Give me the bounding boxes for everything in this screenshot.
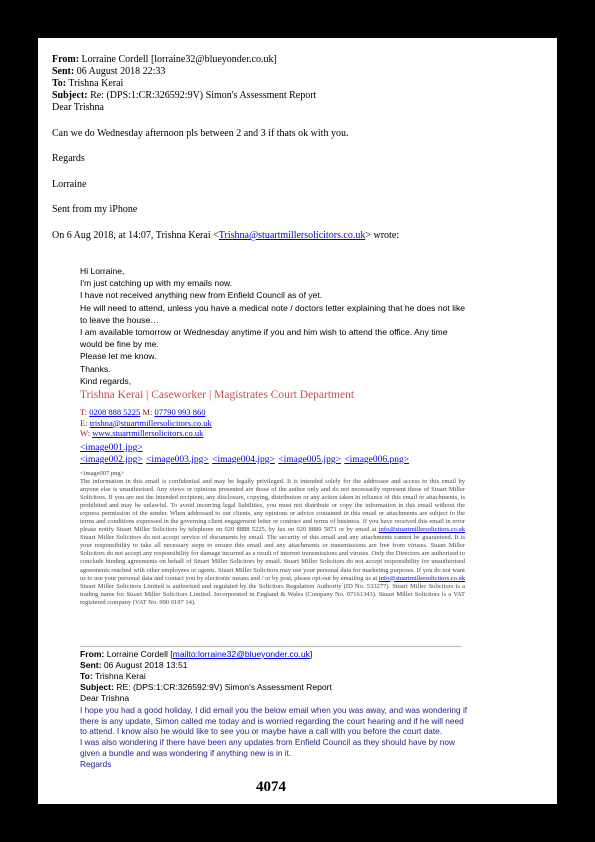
to-line-2	[80, 671, 332, 682]
subject-value-2: RE: (DPS:1:CR:326592:9V) Simon's Assessment Report	[116, 682, 332, 692]
email-line	[80, 418, 212, 429]
optout-email-link[interactable]: info@stuartmillersolicitors.co.uk	[378, 574, 465, 582]
signature-email-link[interactable]: trishna@stuartmillersolicitors.co.uk	[89, 417, 212, 428]
quoted-line: Kind regards,	[80, 375, 132, 386]
t-label: T:	[80, 407, 88, 417]
legal-text-b: Stuart Miller Solicitors do not accept service of documents by email. The security of this email and any attachments cannot be guaranteed. It is your responsibility to take all necessary steps to ensure this email and any attachments or transmissions are free from viruses. Stuart Miller Solicitors do not accept any responsibility for damage incurred as a result of internet transmissions and viruses. Only the Directors are authorised to conclude binding agreements on behalf of Stuart Miller Solicitors by email. Stuart Miller Solicitors do not accept responsibility for unauthorised agreements reached with other employees or agents. Stuart Miller Solicitors may use your personal data for marketing purposes. If you do not want us to use your personal data and contact you by electronic means and / or by post, please opt-out by emailing us at	[80, 534, 465, 582]
from-label-2: From:	[80, 649, 105, 659]
image007-placeholder: <image007.png>	[80, 470, 125, 477]
sent-value: 06 August 2018 22:33	[76, 66, 166, 77]
image006-attachment[interactable]: <image006.png>	[344, 455, 410, 465]
sent-line-2	[80, 660, 332, 671]
trishna-email-link[interactable]: Trishna@stuartmillersolicitors.co.uk	[218, 230, 366, 241]
legal-text-c: Stuart Miller Solicitors Limited is authorised and regulated by the Solicitors Regulation Authority (ID No. 533277). Stuart Miller Solicitors is a trading name for Stuart Miller Solicitors Limited. Incorporated in England & Wales (Company No. 07161343). Stuart Miller Solicitors is a VAT registered company (VAT No. 990 0197 14).	[80, 582, 465, 606]
body-line: to attend. I know also he would like to see you or maybe have a call with you before the court date.	[80, 726, 443, 737]
quoted-message	[80, 265, 465, 387]
quoted-line: Hi Lorraine,	[80, 266, 125, 276]
image003-attachment[interactable]: <image003.jpg>	[146, 455, 209, 465]
sent-label: Sent:	[52, 66, 75, 77]
to-line	[52, 78, 123, 90]
image002-attachment[interactable]: <image002.jpg>	[80, 455, 143, 465]
wrote-prefix: On 6 Aug 2018, at 14:07, Trishna Kerai <	[52, 230, 219, 241]
to-value: Trishna Kerai	[68, 78, 124, 89]
quoted-line: would be fine by me.	[80, 339, 159, 350]
regards-text: Regards	[52, 153, 85, 164]
subject-label-2: Subject:	[80, 682, 114, 692]
image-attachments-row	[80, 455, 409, 465]
image001-attachment[interactable]: <image001.jpg>	[80, 443, 143, 453]
subject-value: Re: (DPS:1:CR:326592:9V) Simon's Assessment Report	[90, 90, 317, 101]
legal-email-link[interactable]: info@stuartmillersolicitors.co.uk	[378, 526, 465, 534]
legal-text-a: The information in this email is confidential and may be legally privileged. It is intended solely for the addressee and access to this email by anyone else is unauthorised. Any views or opinions presented are those of the author only and do not necessarily represent those of Stuart Miller Solicitors. If you are not the intended recipient; any disclosure, copying, distribution or any action taken in reliance of this email or attachments, is prohibited and may be unlawful. To avoid incurring legal liabilities, you must not distribute or copy the information in this email without the express permission of the sender. When addressed to our clients, any opinions or advice contained in this email or attachments are subject to the terms and conditions expressed in the governing client engagement letter or contract and terms of business. If you have received this email in error please notify Stuart Miller Solicitors by telephone on 020 8888 5225, by fax on 020 8889 5871 or by email at	[80, 478, 465, 534]
to-label-2: To:	[80, 671, 93, 681]
image004-attachment[interactable]: <image004.jpg>	[212, 455, 275, 465]
w-label: W:	[80, 428, 91, 438]
mobile-link[interactable]: 07790 993 860	[154, 407, 206, 417]
sent-label-2: Sent:	[80, 660, 102, 670]
body-line: there is any update, Simon called me today and is worried regarding the court hearing and if he will need	[80, 715, 464, 726]
website-link[interactable]: www.stuartmillersolicitors.co.uk	[92, 428, 204, 438]
quoted-line: Please let me know.	[80, 351, 157, 362]
salutation-2: Dear Trishna	[80, 693, 130, 703]
body-line: Regards	[80, 758, 112, 769]
page-number: 4074	[256, 779, 286, 795]
sent-from-iphone: Sent from my iPhone	[52, 204, 138, 215]
sender-name: Lorraine	[52, 179, 87, 190]
earlier-message-body	[80, 705, 467, 769]
from-close-2: ]	[309, 649, 313, 659]
quoted-line: He will need to attend, unless you have a medical note / doctors letter explaining that he does not like	[80, 302, 466, 313]
from-label: From:	[52, 54, 80, 65]
e-label: E:	[80, 417, 88, 428]
quoted-line: I am available tomorrow or Wednesday anytime if you and him wish to attend the office. Any time	[80, 327, 448, 338]
to-label: To:	[52, 78, 67, 89]
quoted-line: to leave the house…	[80, 314, 159, 325]
phone-line	[80, 407, 212, 418]
quoted-line: Thanks.	[80, 363, 111, 374]
signature-contacts	[80, 407, 212, 439]
legal-disclaimer	[80, 478, 465, 607]
document-page	[38, 38, 557, 804]
sent-line	[52, 66, 165, 78]
quoted-line: I have not received anything new from Enfield Council as of yet.	[80, 290, 323, 301]
to-value-2: Trishna Kerai	[94, 671, 146, 681]
from-value: Lorraine Cordell [lorraine32@blueyonder.co.uk]	[81, 54, 277, 65]
website-line	[80, 428, 212, 439]
subject-line	[52, 90, 316, 102]
subject-label: Subject:	[52, 90, 88, 101]
signature-title: Trishna Kerai | Caseworker | Magistrates Court Department	[80, 389, 355, 401]
body-line: I was also wondering if there have been any updates from Enfield Council as they should have by now	[80, 737, 455, 748]
from-name-2: Lorraine Cordell [	[106, 649, 173, 659]
body-line: given a bundle and was wondering if anything new is in it.	[80, 747, 292, 758]
telephone-link[interactable]: 0208 888 5225	[89, 407, 141, 417]
message-line: Can we do Wednesday afternoon pls between 2 and 3 if thats ok with you.	[52, 128, 349, 139]
divider	[80, 646, 462, 647]
subject-line-2	[80, 682, 332, 693]
body-line: I hope you had a good holiday, I did email you the below email when you was away, and was wondering if	[80, 705, 468, 715]
sent-value-2: 06 August 2018 13:51	[103, 660, 188, 670]
wrote-suffix: > wrote:	[365, 230, 400, 241]
from-line	[52, 54, 277, 66]
image005-attachment[interactable]: <image005.jpg>	[278, 455, 341, 465]
from-line-2	[80, 649, 332, 660]
quoted-line: I'm just catching up with my emails now.	[80, 278, 233, 289]
mailto-link[interactable]: mailto:lorraine32@blueyonder.co.uk	[172, 649, 310, 659]
salutation: Dear Trishna	[52, 102, 104, 113]
wrote-line	[52, 230, 399, 241]
m-label: M:	[142, 407, 153, 417]
earlier-email-header	[80, 649, 332, 704]
